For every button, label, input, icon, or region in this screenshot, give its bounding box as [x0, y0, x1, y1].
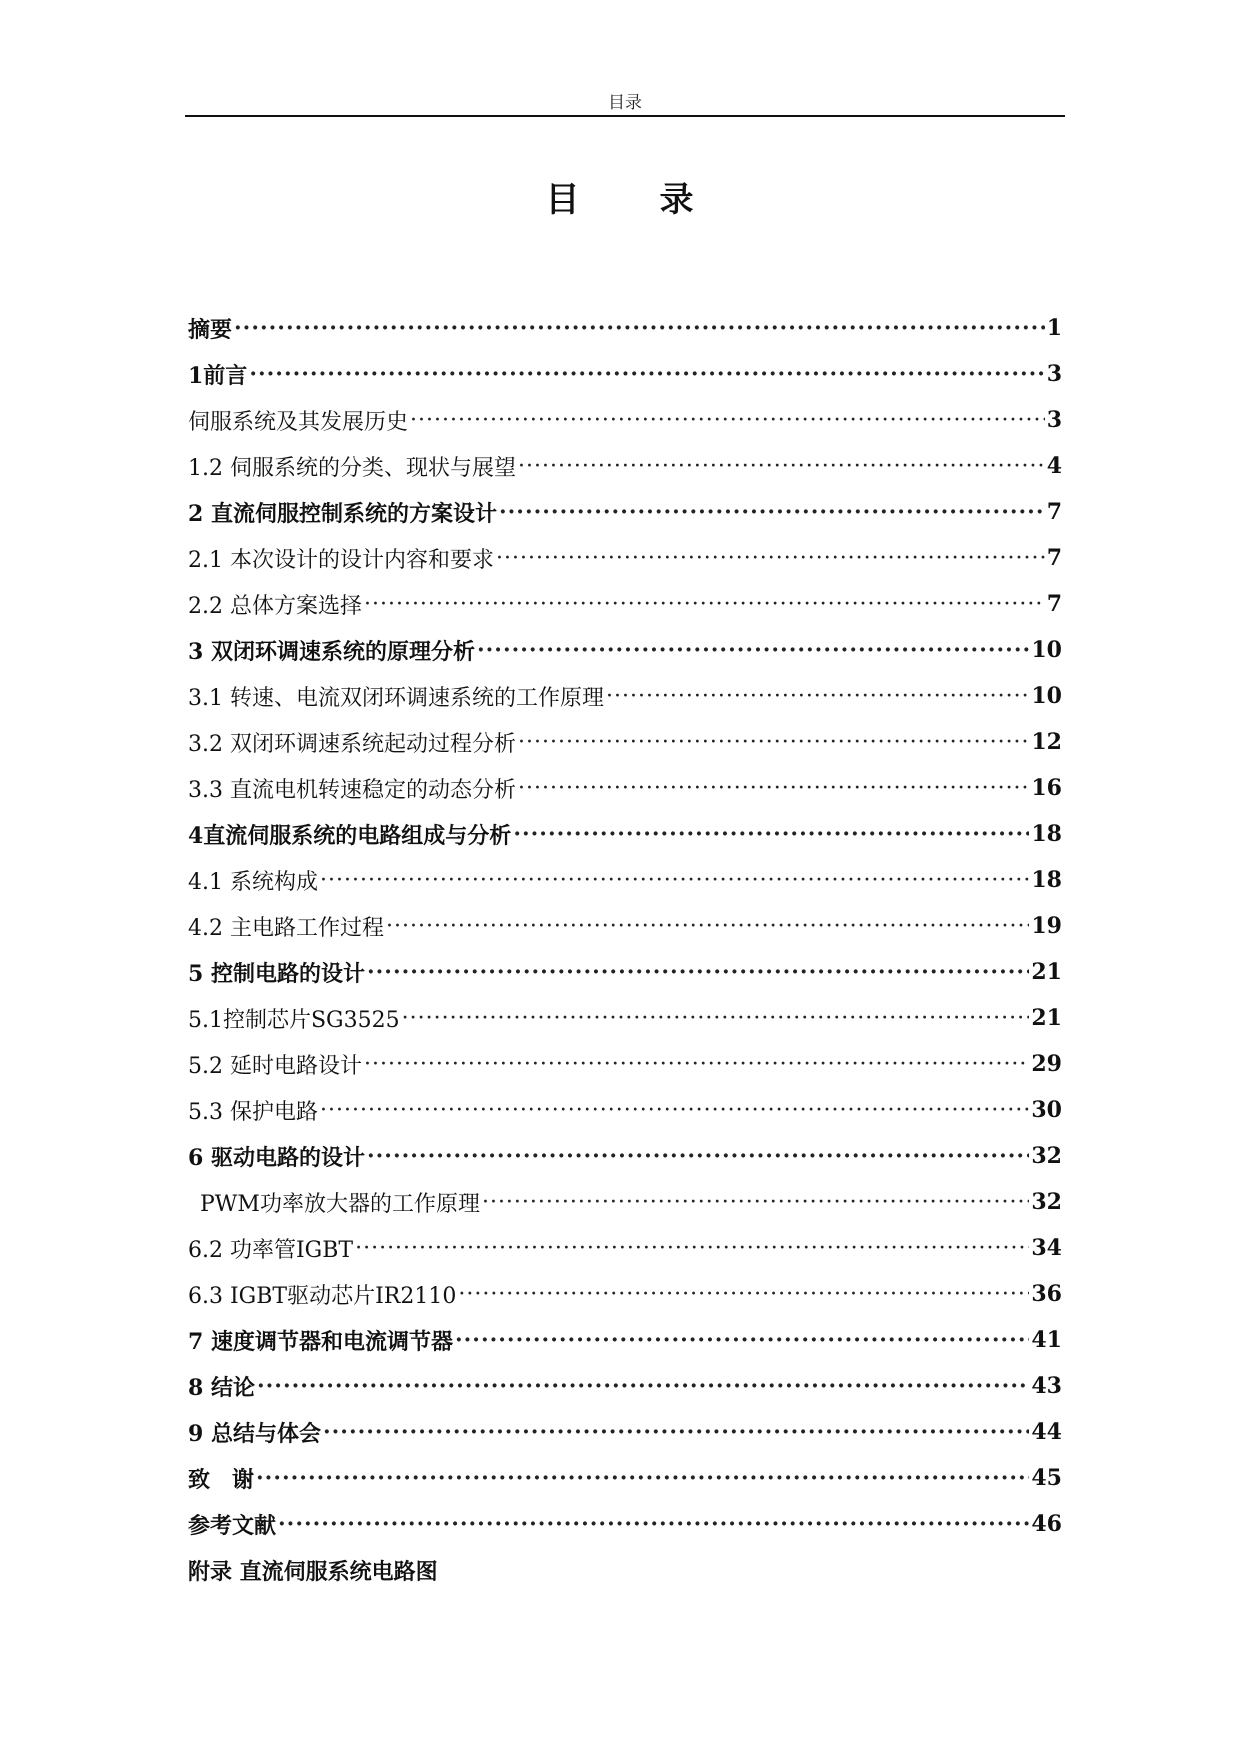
dot-leader	[256, 1465, 1029, 1491]
dot-leader	[249, 361, 1044, 387]
dot-leader	[496, 546, 1045, 571]
toc-entry[interactable]	[188, 1179, 1062, 1225]
toc-entry-label: 3.1 转速、电流双闭环调速系统的工作原理	[188, 685, 604, 711]
toc-entry-page: 10	[1031, 637, 1062, 663]
toc-entry-page: 7	[1046, 499, 1062, 525]
toc-entry-label: 8 结论	[188, 1374, 255, 1401]
toc-entry[interactable]	[188, 627, 1062, 673]
toc-entry[interactable]	[188, 857, 1062, 903]
dot-leader	[477, 637, 1029, 663]
toc-entry-label: 2.2 总体方案选择	[188, 593, 362, 619]
toc-entry-label: 5 控制电路的设计	[188, 960, 365, 987]
toc-entry-label: 1前言	[188, 362, 248, 389]
toc-entry-page: 32	[1031, 1143, 1062, 1169]
toc-entry[interactable]	[188, 1501, 1062, 1547]
toc-entry-label: 4直流伺服系统的电路组成与分析	[188, 822, 512, 849]
toc-entry[interactable]	[188, 535, 1062, 581]
toc-entry-page: 46	[1031, 1511, 1062, 1537]
toc-entry[interactable]	[188, 1363, 1062, 1409]
toc-entry-page: 7	[1046, 545, 1062, 571]
dot-leader	[482, 1190, 1029, 1215]
toc-list	[188, 305, 1062, 1593]
toc-entry[interactable]	[188, 1271, 1062, 1317]
title-char-1: 目	[545, 180, 582, 220]
toc-entry-label: PWM功率放大器的工作原理	[200, 1191, 480, 1217]
dot-leader	[257, 1373, 1029, 1399]
dot-leader	[320, 1098, 1029, 1123]
toc-entry[interactable]	[188, 1041, 1062, 1087]
toc-entry-label: 7 速度调节器和电流调节器	[188, 1328, 453, 1355]
toc-entry-label: 3 双闭环调速系统的原理分析	[188, 638, 475, 665]
toc-entry-label: 6.3 IGBT驱动芯片IR2110	[188, 1283, 457, 1309]
toc-entry-label: 5.3 保护电路	[188, 1099, 318, 1125]
dot-leader	[364, 592, 1045, 617]
toc-entry-page: 32	[1031, 1189, 1062, 1215]
toc-entry[interactable]	[188, 1547, 1062, 1593]
toc-entry-page: 41	[1031, 1327, 1062, 1353]
dot-leader	[518, 776, 1029, 801]
toc-entry-page: 34	[1031, 1235, 1062, 1261]
toc-entry[interactable]	[188, 1133, 1062, 1179]
toc-entry-label: 5.1控制芯片SG3525	[188, 1007, 400, 1033]
dot-leader	[364, 1052, 1029, 1077]
page-title	[0, 172, 1241, 221]
toc-entry-label: 3.2 双闭环调速系统起动过程分析	[188, 731, 516, 757]
toc-entry-label: 摘要	[188, 316, 233, 343]
dot-leader	[606, 684, 1029, 709]
toc-entry-label: 6.2 功率管IGBT	[188, 1237, 354, 1263]
dot-leader	[402, 1006, 1030, 1031]
toc-entry-page: 45	[1031, 1465, 1062, 1491]
toc-entry-page: 4	[1046, 453, 1062, 479]
dot-leader	[278, 1511, 1029, 1537]
toc-entry[interactable]	[188, 581, 1062, 627]
dot-leader	[320, 868, 1029, 893]
toc-entry-label: 4.1 系统构成	[188, 869, 318, 895]
toc-entry-page: 21	[1031, 959, 1062, 985]
toc-entry-label: 5.2 延时电路设计	[188, 1053, 362, 1079]
toc-entry[interactable]	[188, 903, 1062, 949]
toc-entry-page: 10	[1031, 683, 1062, 709]
toc-entry-page: 19	[1031, 913, 1062, 939]
toc-entry-label: 2 直流伺服控制系统的方案设计	[188, 500, 497, 527]
toc-entry[interactable]	[188, 305, 1062, 351]
toc-entry-label: 9 总结与体会	[188, 1420, 321, 1447]
dot-leader	[355, 1236, 1029, 1261]
toc-entry-page: 29	[1031, 1051, 1062, 1077]
toc-entry-page: 43	[1031, 1373, 1062, 1399]
toc-entry-page: 21	[1031, 1005, 1062, 1031]
toc-entry-label: 3.3 直流电机转速稳定的动态分析	[188, 777, 516, 803]
toc-entry-label: 1.2 伺服系统的分类、现状与展望	[188, 455, 516, 481]
dot-leader	[518, 730, 1029, 755]
toc-entry[interactable]	[188, 1087, 1062, 1133]
toc-entry[interactable]	[188, 1317, 1062, 1363]
dot-leader	[323, 1419, 1029, 1445]
toc-entry[interactable]	[188, 811, 1062, 857]
dot-leader	[367, 1143, 1029, 1169]
toc-entry-page: 16	[1031, 775, 1062, 801]
toc-entry-page: 7	[1046, 591, 1062, 617]
toc-entry[interactable]	[188, 995, 1062, 1041]
toc-entry-page: 44	[1031, 1419, 1062, 1445]
toc-entry-page: 18	[1031, 867, 1062, 893]
toc-entry[interactable]	[188, 765, 1062, 811]
dot-leader	[410, 408, 1045, 433]
toc-entry[interactable]	[188, 719, 1062, 765]
toc-entry-label: 致 谢	[188, 1466, 255, 1493]
dot-leader	[518, 454, 1045, 479]
toc-entry[interactable]	[188, 489, 1062, 535]
toc-entry[interactable]	[188, 673, 1062, 719]
toc-entry[interactable]	[188, 1225, 1062, 1271]
toc-entry-page: 1	[1046, 315, 1062, 341]
toc-entry[interactable]	[188, 397, 1062, 443]
dot-leader	[367, 959, 1029, 985]
dot-leader	[513, 821, 1029, 847]
header-rule	[185, 115, 1065, 117]
dot-leader	[499, 499, 1045, 525]
toc-entry-page: 36	[1031, 1281, 1062, 1307]
toc-entry[interactable]	[188, 949, 1062, 995]
toc-entry-page: 30	[1031, 1097, 1062, 1123]
toc-entry[interactable]	[188, 1455, 1062, 1501]
title-char-2: 录	[659, 180, 696, 220]
toc-entry-label: 4.2 主电路工作过程	[188, 915, 384, 941]
toc-entry-page: 18	[1031, 821, 1062, 847]
toc-entry[interactable]	[188, 351, 1062, 397]
toc-entry-label: 伺服系统及其发展历史	[188, 409, 409, 435]
dot-leader	[234, 315, 1045, 341]
dot-leader	[455, 1327, 1029, 1353]
toc-entry[interactable]	[188, 1409, 1062, 1455]
dot-leader	[386, 914, 1029, 939]
running-header: 目录	[608, 93, 642, 113]
toc-entry-page: 3	[1046, 361, 1062, 387]
toc-entry-label: 参考文献	[188, 1512, 277, 1539]
dot-leader	[458, 1282, 1029, 1307]
toc-entry-label: 2.1 本次设计的设计内容和要求	[188, 547, 494, 573]
toc-entry-page: 12	[1031, 729, 1062, 755]
toc-entry-label: 6 驱动电路的设计	[188, 1144, 365, 1171]
toc-entry-label: 附录 直流伺服系统电路图	[188, 1558, 438, 1585]
toc-entry-page: 3	[1046, 407, 1062, 433]
toc-entry[interactable]	[188, 443, 1062, 489]
